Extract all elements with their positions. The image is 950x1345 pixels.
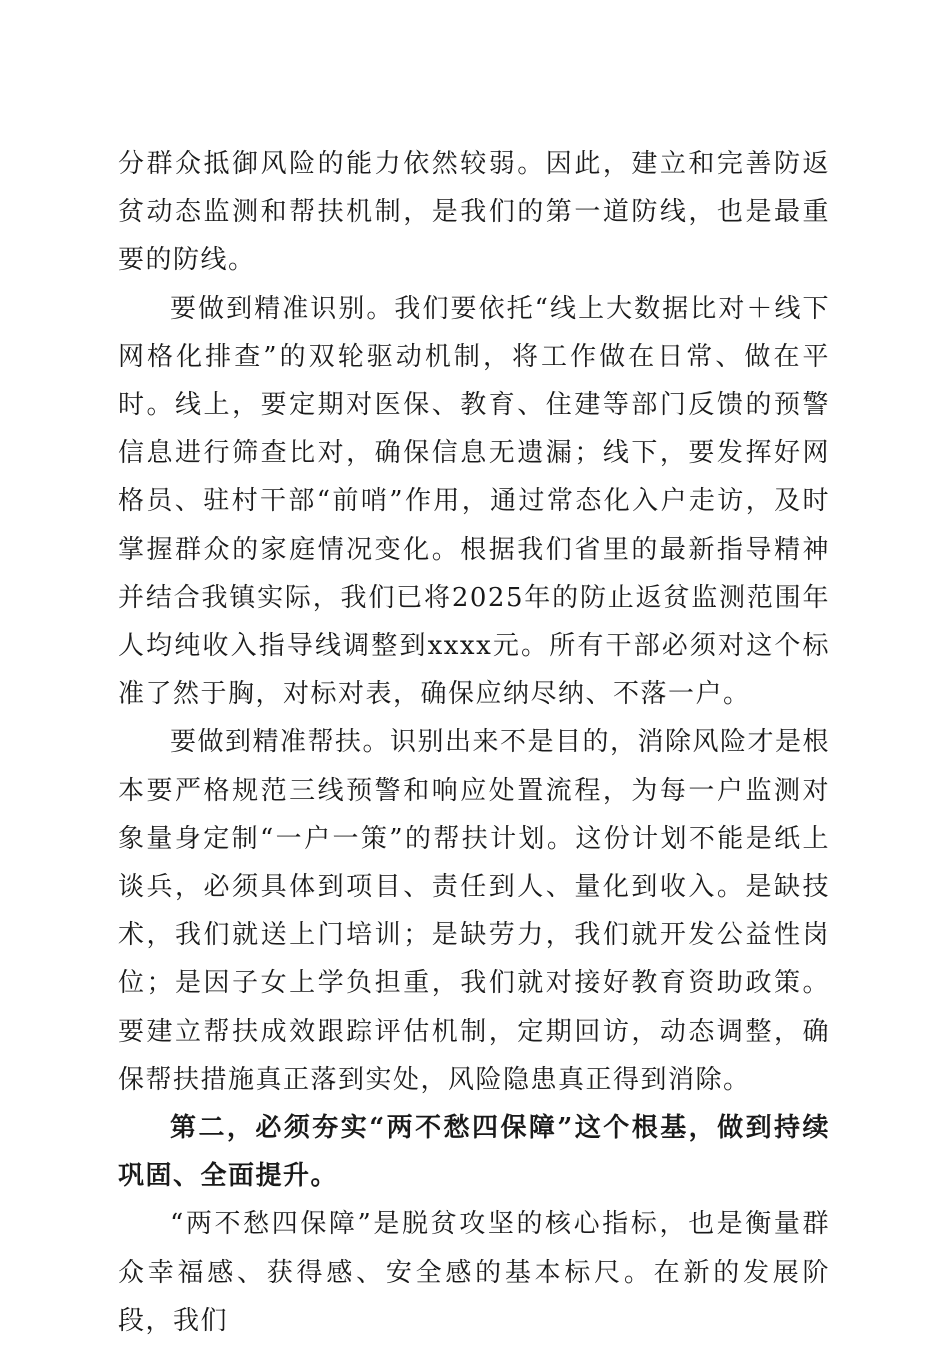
paragraph-two-assurances: “两不愁四保障”是脱贫攻坚的核心指标，也是衡量群众幸福感、获得感、安全感的基本标尺。在新的发展阶段，我们 [118, 1209, 830, 1336]
paragraph-continued-intro: 分群众抵御风险的能力依然较弱。因此，建立和完善防返贫动态监测和帮扶机制，是我们的第一道防线，也是最重要的防线。 [118, 149, 830, 276]
section-heading-second: 第二，必须夯实“两不愁四保障”这个根基，做到持续巩固、全面提升。 [118, 1113, 830, 1192]
paragraph-precise-assistance: 要做到精准帮扶。识别出来不是目的，消除风险才是根本要严格规范三线预警和响应处置流程，为每一户监测对象量身定制“一户一策”的帮扶计划。这份计划不能是纸上谈兵，必须具体到项目、责任到人、量化到收入。是缺技术，我们就送上门培训；是缺劳力，我们就开发公益性岗位；是因子女上学负担重，我们就对接好教育资助政策。要建立帮扶成效跟踪评估机制，定期回访，动态调整，确保帮扶措施真正落到实处，风险隐患真正得到消除。 [118, 727, 831, 1095]
document-body [118, 140, 830, 1345]
paragraph-precise-identification: 要做到精准识别。我们要依托“线上大数据比对＋线下网格化排查”的双轮驱动机制，将工作做在日常、做在平时。线上，要定期对医保、教育、住建等部门反馈的预警信息进行筛查比对，确保信息无遗漏；线下，要发挥好网格员、驻村干部“前哨”作用，通过常态化入户走访，及时掌握群众的家庭情况变化。根据我们省里的最新指导精神并结合我镇实际，我们已将2025年的防止返贫监测范围年人均纯收入指导线调整到xxxx元。所有干部必须对这个标准了然于胸，对标对表，确保应纳尽纳、不落一户。 [118, 293, 830, 710]
